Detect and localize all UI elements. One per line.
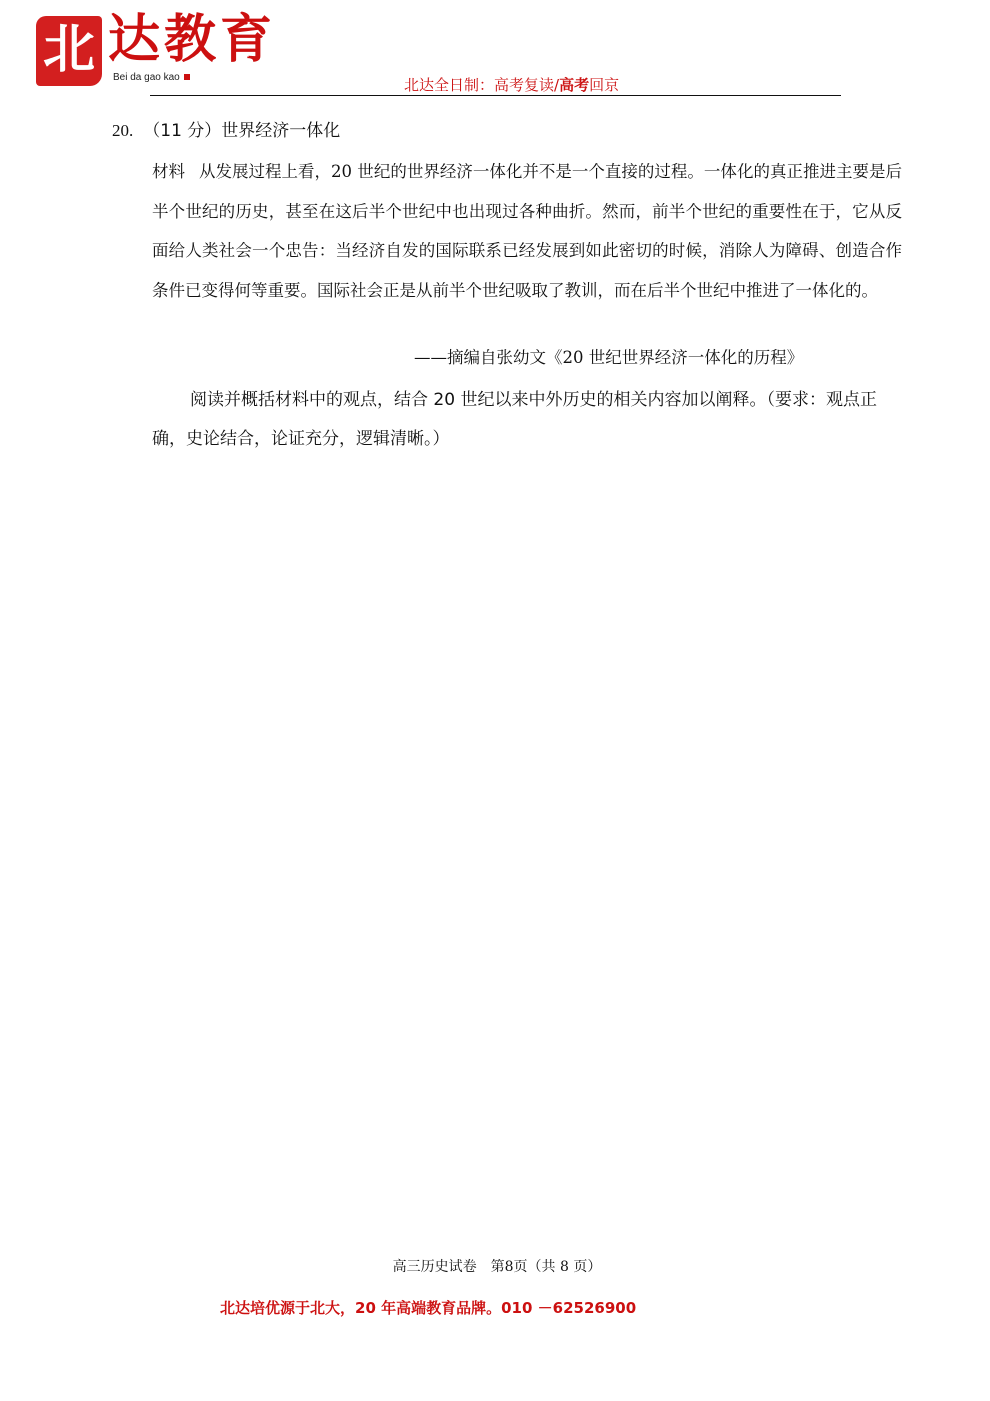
material-source: ——摘编自张幼文《20 世纪世界经济一体化的历程》 xyxy=(414,348,804,367)
tagline-suffix: 回京 xyxy=(589,76,620,94)
logo-subtitle xyxy=(113,72,190,83)
question-title xyxy=(112,116,340,141)
logo-text: 达教育 xyxy=(108,9,277,70)
logo-mark-text: 北 xyxy=(42,20,95,80)
header-divider xyxy=(150,95,841,96)
question-instruction: 阅读并概括材料中的观点，结合 20 世纪以来中外历史的相关内容加以阐释。（要求：观点正确，史论结合，论证充分，逻辑清晰。） xyxy=(152,390,877,449)
question-number: 20. xyxy=(112,121,134,140)
material-paragraph xyxy=(152,152,902,310)
tagline-prefix: 北达全日制：高考复读/ xyxy=(404,76,560,94)
logo-mark xyxy=(36,16,102,86)
square-icon xyxy=(184,74,190,80)
footer-page-info: 高三历史试卷 第8页（共 8 页） xyxy=(392,1259,602,1275)
material-label: 材料 xyxy=(152,162,186,181)
logo-subtitle-text: Bei da gao kao xyxy=(113,72,180,83)
footer-ad: 北达培优源于北大，20 年高端教育品牌。010 －62526900 xyxy=(220,1299,637,1317)
question-heading: （11 分）世界经济一体化 xyxy=(143,121,341,141)
material-text: 从发展过程上看，20 世纪的世界经济一体化并不是一个直接的过程。一体化的真正推进主要是后半个世纪的历史，甚至在这后半个世纪中也出现过各种曲折。然而，前半个世纪的重要性在于，它从反面给人类社会一个忠告：当经济自发的国际联系已经发展到如此密切的时候，消除人为障碍、创造合作条件已变得何等重要。国际社会正是从前半个世纪吸取了教训，而在后半个世纪中推进了一体化的。 xyxy=(152,162,902,300)
header-tagline xyxy=(404,74,619,95)
tagline-bold: 高考 xyxy=(559,76,590,94)
